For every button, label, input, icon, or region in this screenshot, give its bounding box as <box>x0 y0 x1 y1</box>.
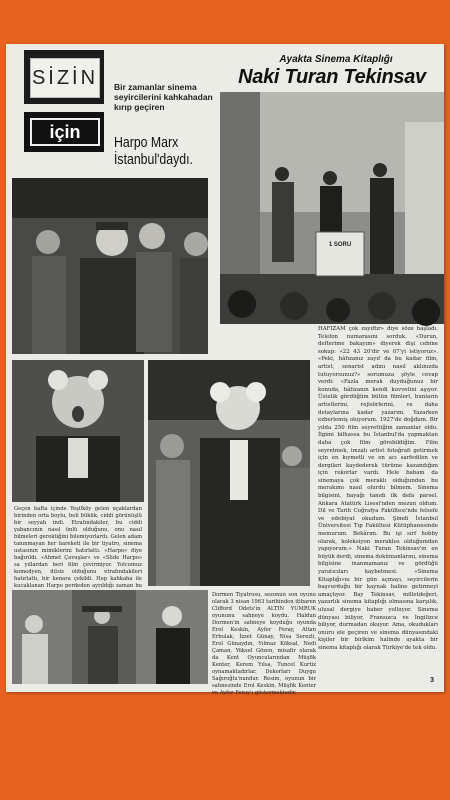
sizin-label: SİZİN <box>30 58 100 98</box>
article-title: Naki Turan Tekinsav <box>238 66 426 88</box>
intro-text: Bir zamanlar sinema seyircilerini kahkahadan kırıp geçiren <box>114 82 213 112</box>
harpo-headline <box>114 134 204 168</box>
dormen-caption: Dormen Tiyatrosu, sezonun son oyunu olarak 3 nisan 1963 tarihinden itibaren Clifford Odets'in ALTIN YUMRUK oyununu sahneye koydu. Haldun Dormen'in sahneye koyduğu oyunda Erol Keskin, Ayfer Feray, Altan Erbulak, İzzet Günay, Nisa Serezli, Erol Günaydın, Yılmaz Köksal, Nedi Çaman, Yüksel Gözen, misafir olarak da Kent Oyuncularından Müşfik Kenter, Kerem Yılsa, Tuncel Kurtiz oynamaktadırlar. Dekorları Duygu Sağıroğlu'nundur. Resim, oyunun bir sahnesinde Erol Keskin, Müşfik Kenter ve Ayfer Feray'ı göstermektedir. <box>212 592 316 696</box>
harpo-arrival-art <box>12 178 208 354</box>
headline-line2: İstanbul'daydı. <box>114 151 193 168</box>
headline-line1: Harpo Marx <box>114 134 179 151</box>
harpo-caption: Geçen hafta içinde Yeşilköy gelen uçaklardan birinden orta boylu, beli bükük, ciddi görünüşlü bir seyyah indi. Etrafındakiler, bu ciddi yabancının nasıl ünlü olduğunu, onu nasıl bilmeleri gerektiğini bilemiyorlardı. Gelen adam tanınmayan her hareketi ile bir tiyatro, sinema ustasının mimiklerini hatırlattı. «Harpo» diye bağırıldı. «Ahmet Çavuşlar» ve «Slide Harpo» sa yıllardan beri film çevirmiyor. Yolcumuz komedyen, dilsiz olduğunu etrafındakileri hatırlattı, bir kenara çekildi. Hep kahkaha ile kucaklanan Harpo perdeden ayrıldığı zaman bu <box>14 506 142 589</box>
icin-block <box>24 108 104 152</box>
article-overline: Ayakta Sinema Kitaplığı <box>279 54 393 65</box>
harpo-closeup-art <box>12 360 144 502</box>
stage-scene-photo <box>12 590 208 684</box>
sizin-block <box>24 50 104 104</box>
page-number: 3 <box>430 677 434 684</box>
magazine-page <box>6 44 444 696</box>
podium-photo-art <box>220 92 444 324</box>
harpo-arrival-photo <box>12 178 208 354</box>
icin-label: için <box>30 118 100 146</box>
lectern-sign: 1 SORU <box>328 242 352 248</box>
harpo-closeup-photo <box>12 360 144 502</box>
stage-scene-art <box>12 590 208 684</box>
article-body <box>318 326 438 680</box>
article-body-text: HAFIZAM çok zayıftır» diye söze başladı. Telefon numarasını sorduk. «Durun, defterime bakayım» diyerek dişi cebine sokup: «22 43 20'dir ve 07'yi istiyoruz». «Peki, hâfızanız zayıf da bu kadar film, artist, senarist adını nasıl aklınızda tutuyorsunuz?» sorumuza şöyle cevap verdi: «Fazla merak duyduğunuz bir konuda, hâfızanın kendi kuvvetini aşıyor. Üstelik gördüğüm bütün filmleri, bunların artistlerini, rejisörlerini, ve daha detaylarına kadar yazarım. Yazarken ezberlemiş oluyorum. 1927'de doğdum. Bir yılda 250 film seyrettiğim zamanlar oldu. İlgimi bilhassa bu İstanbul'da yapmaktan daha çok film görebildiğim. Film seyretmek, imzalı artist fotoğrafı getirmek için en kıymetli ve en acı sarfedilen ve dergileri kaydederek türüme kazandığım için rekorlar vardı. Hele babam da sinemaya çok meraklı olduğundan bu merakımı nasıl olurdu bilmem. Sinema bilgisini, bayağı tanıdı ilk defa parsel. Ankara Atatürk Lisesi'nden mezun oldum. Dil ve Tarih Coğrafya Fakültesi'nde felsefe ve edebiyat okudum. Şimdi İstanbul Üniversitesi Tıp Fakültesi Kütüphanesinde memurum. Bekârım. Bu işi sırf hobby olarak, koleksiyon meraklısı olduğumdan yapıyorum.» Naki Turan Tekinsav'ın en büyük derdi, sinema dokümanlarını, sinema bilgisine inanmamanız ve gördüğü yaratıcıları kaybetmesi. «Sinema Kitaplığı»nı bir gün açmayı, seyircilerin başvurduğu bir kaynak haline getirmeyi amaçlıyor. Bay Tekinsav, milletdeğeri, yazarlık sinema kitaplığı olmasına karşılık, ulusal dergiye haber yolluyor. Sinema dünyası biliyor, Fransızca ve İngilizce biliyor, durmadan okuyor. Ama, okudukları onuru ele geçiren ve sinema dünyasındaki kişiler bir birikim halinde ayakta bir sinema kitaplığı olarak Türkiye'de tek oldu. <box>318 326 439 651</box>
harpo-walking-art <box>148 360 310 586</box>
harpo-walking-photo <box>148 360 310 586</box>
podium-photo <box>220 92 444 324</box>
